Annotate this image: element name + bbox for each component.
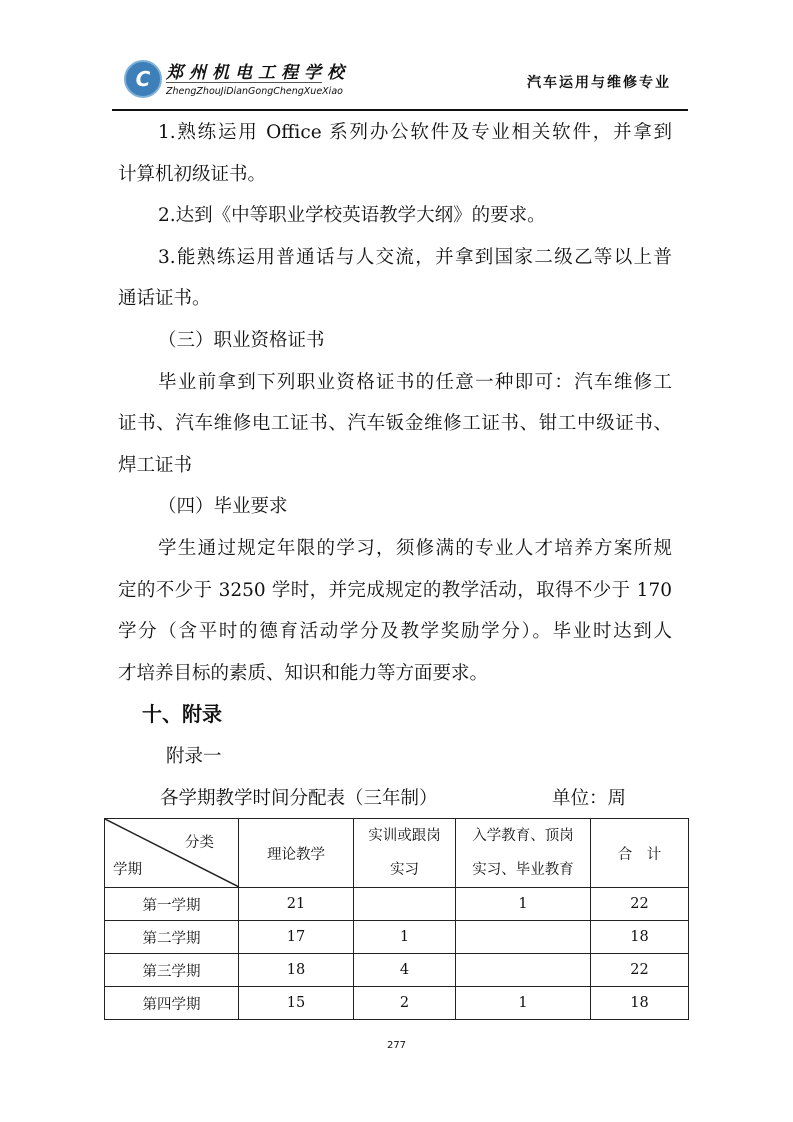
header-line: 实习 <box>390 862 419 878</box>
paragraph-line: 学分（含平时的德育活动学分及教学奖励学分）。毕业时达到人 <box>118 621 672 643</box>
paragraph-line: 计算机初级证书。 <box>118 163 267 185</box>
header-theory: 理论教学 <box>239 819 354 888</box>
paragraph-line: 2.达到《中等职业学校英语教学大纲》的要求。 <box>158 205 546 227</box>
table-row <box>105 888 689 921</box>
total-cell: 22 <box>591 888 689 921</box>
entry-cell: 1 <box>456 888 591 921</box>
corner-bottom-label: 学期 <box>113 862 142 878</box>
term-cell: 第二学期 <box>105 921 239 954</box>
total-cell: 18 <box>591 921 689 954</box>
total-cell: 22 <box>591 954 689 987</box>
paragraph-line: 焊工证书 <box>118 454 193 476</box>
logo-underline <box>166 82 322 83</box>
subheading: （四）毕业要求 <box>158 496 288 518</box>
total-cell: 18 <box>591 987 689 1020</box>
header-line: 入学教育、顶岗 <box>472 828 574 844</box>
header-practice <box>354 819 456 888</box>
paragraph-line: 学生通过规定年限的学习，须修满的专业人才培养方案所规 <box>158 537 672 559</box>
theory-cell: 15 <box>239 987 354 1020</box>
paragraph-line: 毕业前拿到下列职业资格证书的任意一种即可：汽车维修工 <box>158 371 672 393</box>
section-heading: 十、附录 <box>142 702 222 727</box>
term-cell: 第四学期 <box>105 987 239 1020</box>
theory-cell: 17 <box>239 921 354 954</box>
corner-top-label: 分类 <box>185 835 214 851</box>
table-row <box>105 987 689 1020</box>
theory-cell: 18 <box>239 954 354 987</box>
paragraph-line: 才培养目标的素质、知识和能力等方面要求。 <box>118 662 489 684</box>
school-name-en: ZhengZhouJiDianGongChengXueXiao <box>166 86 343 97</box>
practice-cell: 2 <box>354 987 456 1020</box>
practice-cell <box>354 888 456 921</box>
practice-cell: 4 <box>354 954 456 987</box>
term-cell: 第三学期 <box>105 954 239 987</box>
table-row <box>105 921 689 954</box>
table-caption <box>118 778 672 820</box>
table-title: 各学期教学时间分配表（三年制） <box>160 787 438 809</box>
theory-cell: 21 <box>239 888 354 921</box>
paragraph-line: 3.能熟练运用普通话与人交流，并拿到国家二级乙等以上普 <box>158 246 672 268</box>
header-line: 实习、毕业教育 <box>472 862 574 878</box>
body-text <box>118 112 672 819</box>
major-title: 汽车运用与维修专业 <box>527 75 671 91</box>
header-total: 合 计 <box>591 819 689 888</box>
subheading: （三）职业资格证书 <box>158 329 325 351</box>
paragraph-line: 证书、汽车维修电工证书、汽车钣金维修工证书、钳工中级证书、 <box>118 413 672 435</box>
school-name: 郑州机电工程学校 <box>166 63 350 83</box>
practice-cell: 1 <box>354 921 456 954</box>
page-number: 277 <box>386 1040 407 1051</box>
table-header-row <box>105 819 689 888</box>
table-unit: 单位：周 <box>552 787 627 809</box>
time-allocation-table <box>104 818 689 1020</box>
header-entry <box>456 819 591 888</box>
paragraph-line: 通话证书。 <box>118 288 211 310</box>
header-rule <box>112 109 688 111</box>
entry-cell: 1 <box>456 987 591 1020</box>
table-row <box>105 954 689 987</box>
entry-cell <box>456 921 591 954</box>
entry-cell <box>456 954 591 987</box>
appendix-label: 附录一 <box>166 745 222 767</box>
header-line: 实训或跟岗 <box>368 828 441 844</box>
paragraph-line: 1.熟练运用 Office 系列办公软件及专业相关软件，并拿到 <box>158 122 672 143</box>
corner-header-cell <box>105 819 239 888</box>
term-cell: 第一学期 <box>105 888 239 921</box>
school-logo-icon: C <box>124 60 162 98</box>
paragraph-line: 定的不少于 3250 学时，并完成规定的教学活动，取得不少于 170 <box>118 579 672 601</box>
